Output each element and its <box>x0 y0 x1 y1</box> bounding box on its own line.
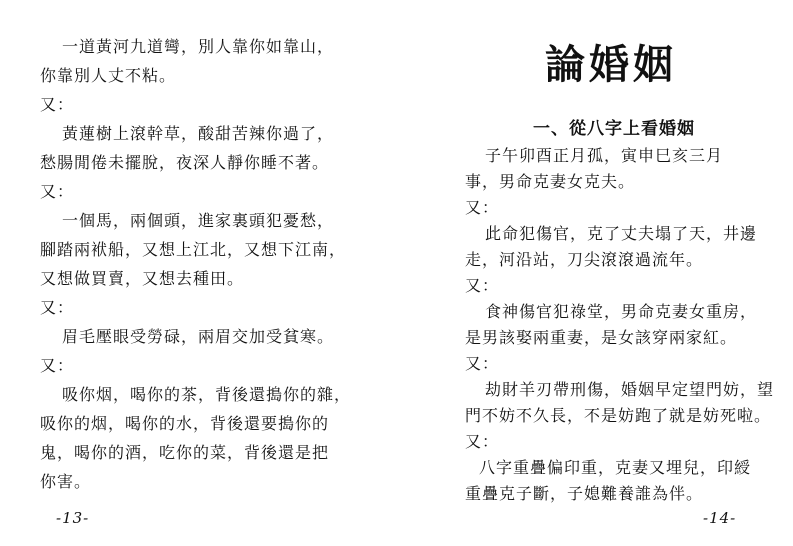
text-line: 黃蓮樹上滾幹草，酸甜苦辣你過了， <box>62 124 335 143</box>
text-line: 事，男命克妻女克夫。 <box>465 172 636 191</box>
text-line: 食神傷官犯祿堂，男命克妻女重房， <box>485 302 758 321</box>
text-line: 又想做買賣，又想去種田。 <box>40 269 245 288</box>
text-line: 重疊克子斷，子媳難養誰為伴。 <box>465 484 704 503</box>
text-line: 劫財羊刃帶刑傷，婚姻早定望門妨，望 <box>485 380 775 399</box>
text-line: 是男該娶兩重妻，是女該穿兩家紅。 <box>465 328 738 347</box>
text-line: 子午卯酉正月孤，寅申巳亥三月 <box>485 146 724 165</box>
text-line: 腳踏兩袱船，又想上江北，又想下江南， <box>40 240 347 259</box>
text-line: 又： <box>465 276 500 295</box>
section-heading: 一、從八字上看婚姻 <box>533 119 695 139</box>
text-line: 你靠別人丈不粘。 <box>40 66 177 85</box>
left-page <box>0 0 396 546</box>
text-line: 又： <box>465 432 500 451</box>
page-title: 論婚姻 <box>545 41 677 88</box>
text-line: 走，河沿站，刀尖滾滾過流年。 <box>465 250 704 269</box>
text-line: 又： <box>465 354 500 373</box>
text-line: 你害。 <box>40 472 92 491</box>
text-line: 吸你的烟，喝你的水，背後還要搗你的 <box>40 414 330 433</box>
text-line: 又： <box>465 198 500 217</box>
text-line: 又： <box>40 182 75 201</box>
text-line: 此命犯傷官，克了丈夫塌了天，井邊 <box>485 224 758 243</box>
text-line: 吸你烟，喝你的茶，背後還搗你的雜， <box>62 385 352 404</box>
text-line: 一個馬，兩個頭，進家裏頭犯憂愁， <box>62 211 335 230</box>
text-line: 眉毛壓眼受勞碌，兩眉交加受貧寒。 <box>62 327 335 346</box>
text-line: 又： <box>40 356 75 375</box>
text-line: 一道黃河九道彎，別人靠你如靠山， <box>62 37 335 56</box>
text-line: 門不妨不久長，不是妨跑了就是妨死啦。 <box>465 406 772 425</box>
page-number: -14- <box>703 509 737 527</box>
text-line: 鬼，喝你的酒，吃你的菜，背後還是把 <box>40 443 330 462</box>
text-line: 愁腸閒倦未擺脫，夜深人靜你睡不著。 <box>40 153 330 172</box>
text-line: 又： <box>40 298 75 317</box>
text-line: 又： <box>40 95 75 114</box>
page-number: -13- <box>56 509 90 527</box>
text-line: 八字重疊偏印重，克妻又埋兒，印綬 <box>479 458 752 477</box>
right-page <box>397 0 793 546</box>
